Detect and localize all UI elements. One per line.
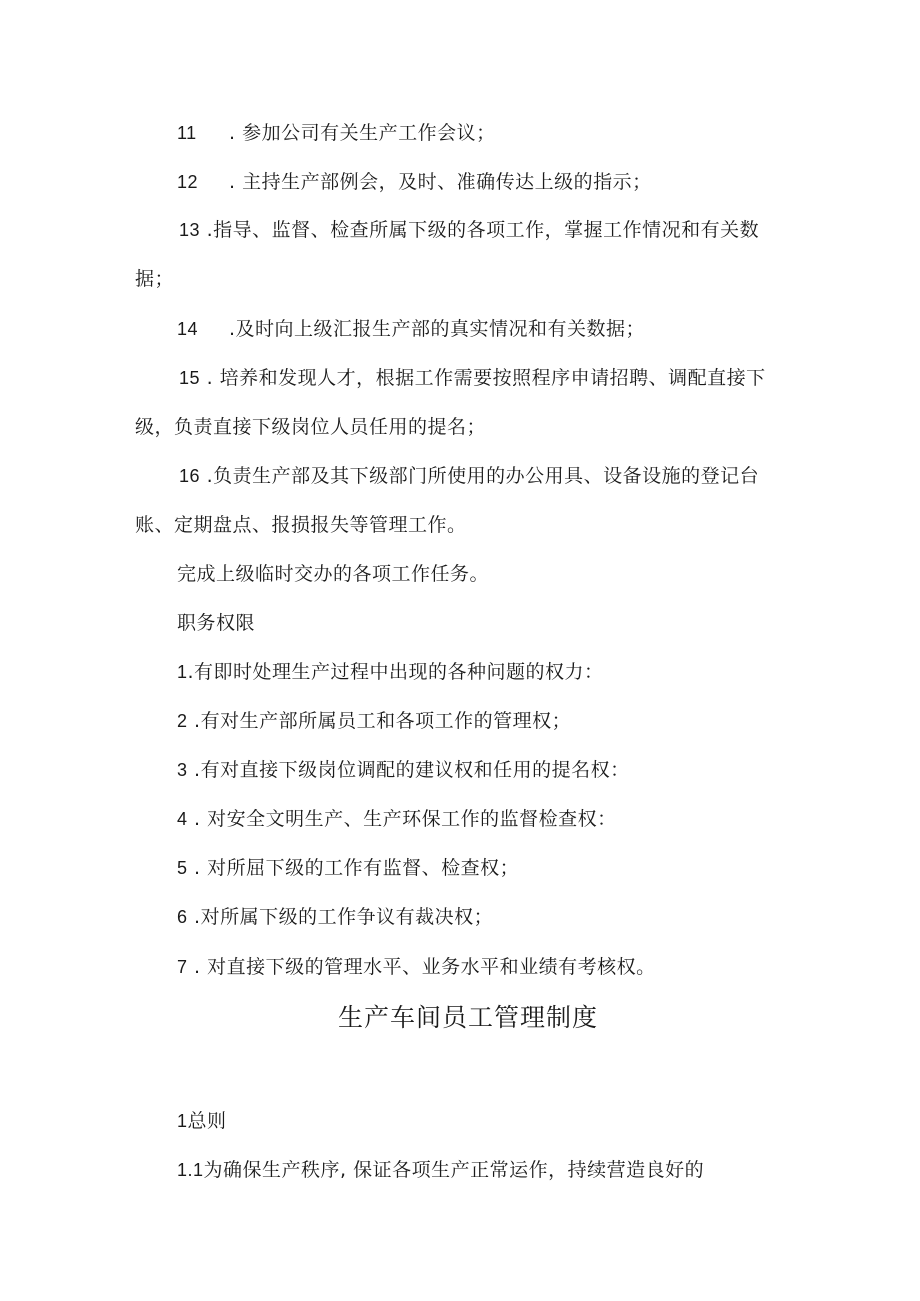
item-number: 14	[177, 319, 199, 339]
item-number: 4	[177, 809, 188, 829]
item-text: . 主持生产部例会，及时、准确传达上级的指示；	[229, 171, 652, 193]
item-text: 为确保生产秩序, 保证各项生产正常运作，持续营造良好的	[203, 1159, 705, 1181]
duty-item-12	[177, 170, 652, 194]
item-number: 11	[177, 123, 197, 143]
duty-item-13-continuation: 据；	[135, 268, 175, 290]
item-number: 1.1	[177, 1160, 204, 1180]
item-text: .及时向上级汇报生产部的真实情况和有关数据；	[229, 318, 646, 340]
item-number: 15	[179, 368, 201, 388]
item-number: 12	[177, 172, 199, 192]
item-text: . 对安全文明生产、生产环保工作的监督检查权：	[187, 808, 617, 830]
item-text: 总则	[187, 1110, 227, 1132]
item-number: 2	[177, 711, 188, 731]
section-title: 生产车间员工管理制度	[338, 1003, 599, 1032]
authority-heading: 职务权限	[177, 612, 256, 634]
item-number: 5	[177, 858, 188, 878]
item-text: .指导、监督、检查所属下级的各项工作，掌握工作情况和有关数	[200, 219, 760, 241]
authority-item-7	[177, 955, 656, 979]
duty-item-15-continuation: 级，负责直接下级岗位人员任用的提名；	[135, 416, 487, 438]
authority-item-4	[177, 807, 617, 831]
authority-item-1	[177, 660, 604, 684]
clause-1-1	[177, 1158, 704, 1182]
item-number: 13	[179, 220, 201, 240]
item-text: .对所属下级的工作争议有裁决权；	[187, 906, 494, 928]
item-text: . 参加公司有关生产工作会议；	[229, 122, 496, 144]
item-number: 6	[177, 907, 188, 927]
item-number: 7	[177, 957, 188, 977]
duty-item-16	[179, 464, 759, 488]
item-text: . 培养和发现人才，根据工作需要按照程序申请招聘、调配直接下	[200, 367, 766, 389]
authority-item-2	[177, 709, 571, 733]
item-text: .有对生产部所属员工和各项工作的管理权；	[187, 710, 572, 732]
general-heading	[177, 1109, 227, 1133]
item-text: . 对所屈下级的工作有监督、检查权；	[187, 857, 520, 879]
item-number: 3	[177, 760, 188, 780]
duty-final-item: 完成上级临时交办的各项工作任务。	[177, 563, 490, 585]
duty-item-15	[179, 366, 766, 390]
item-text: . 对直接下级的管理水平、业务水平和业绩有考核权。	[187, 956, 656, 978]
duty-item-16-continuation: 账、定期盘点、报损报失等管理工作。	[135, 514, 467, 536]
item-number: 16	[179, 466, 201, 486]
authority-item-6	[177, 905, 493, 929]
authority-item-5	[177, 856, 519, 880]
item-text: .负责生产部及其下级部门所使用的办公用具、设备设施的登记台	[200, 465, 760, 487]
item-text: .有即时处理生产过程中出现的各种问题的权力：	[187, 661, 604, 683]
duty-item-11	[177, 121, 496, 145]
duty-item-13	[179, 218, 759, 242]
item-text: .有对直接下级岗位调配的建议权和任用的提名权：	[187, 759, 630, 781]
item-number: 1	[177, 662, 188, 682]
duty-item-14	[177, 317, 645, 341]
authority-item-3	[177, 758, 630, 782]
item-number: 1	[177, 1111, 188, 1131]
